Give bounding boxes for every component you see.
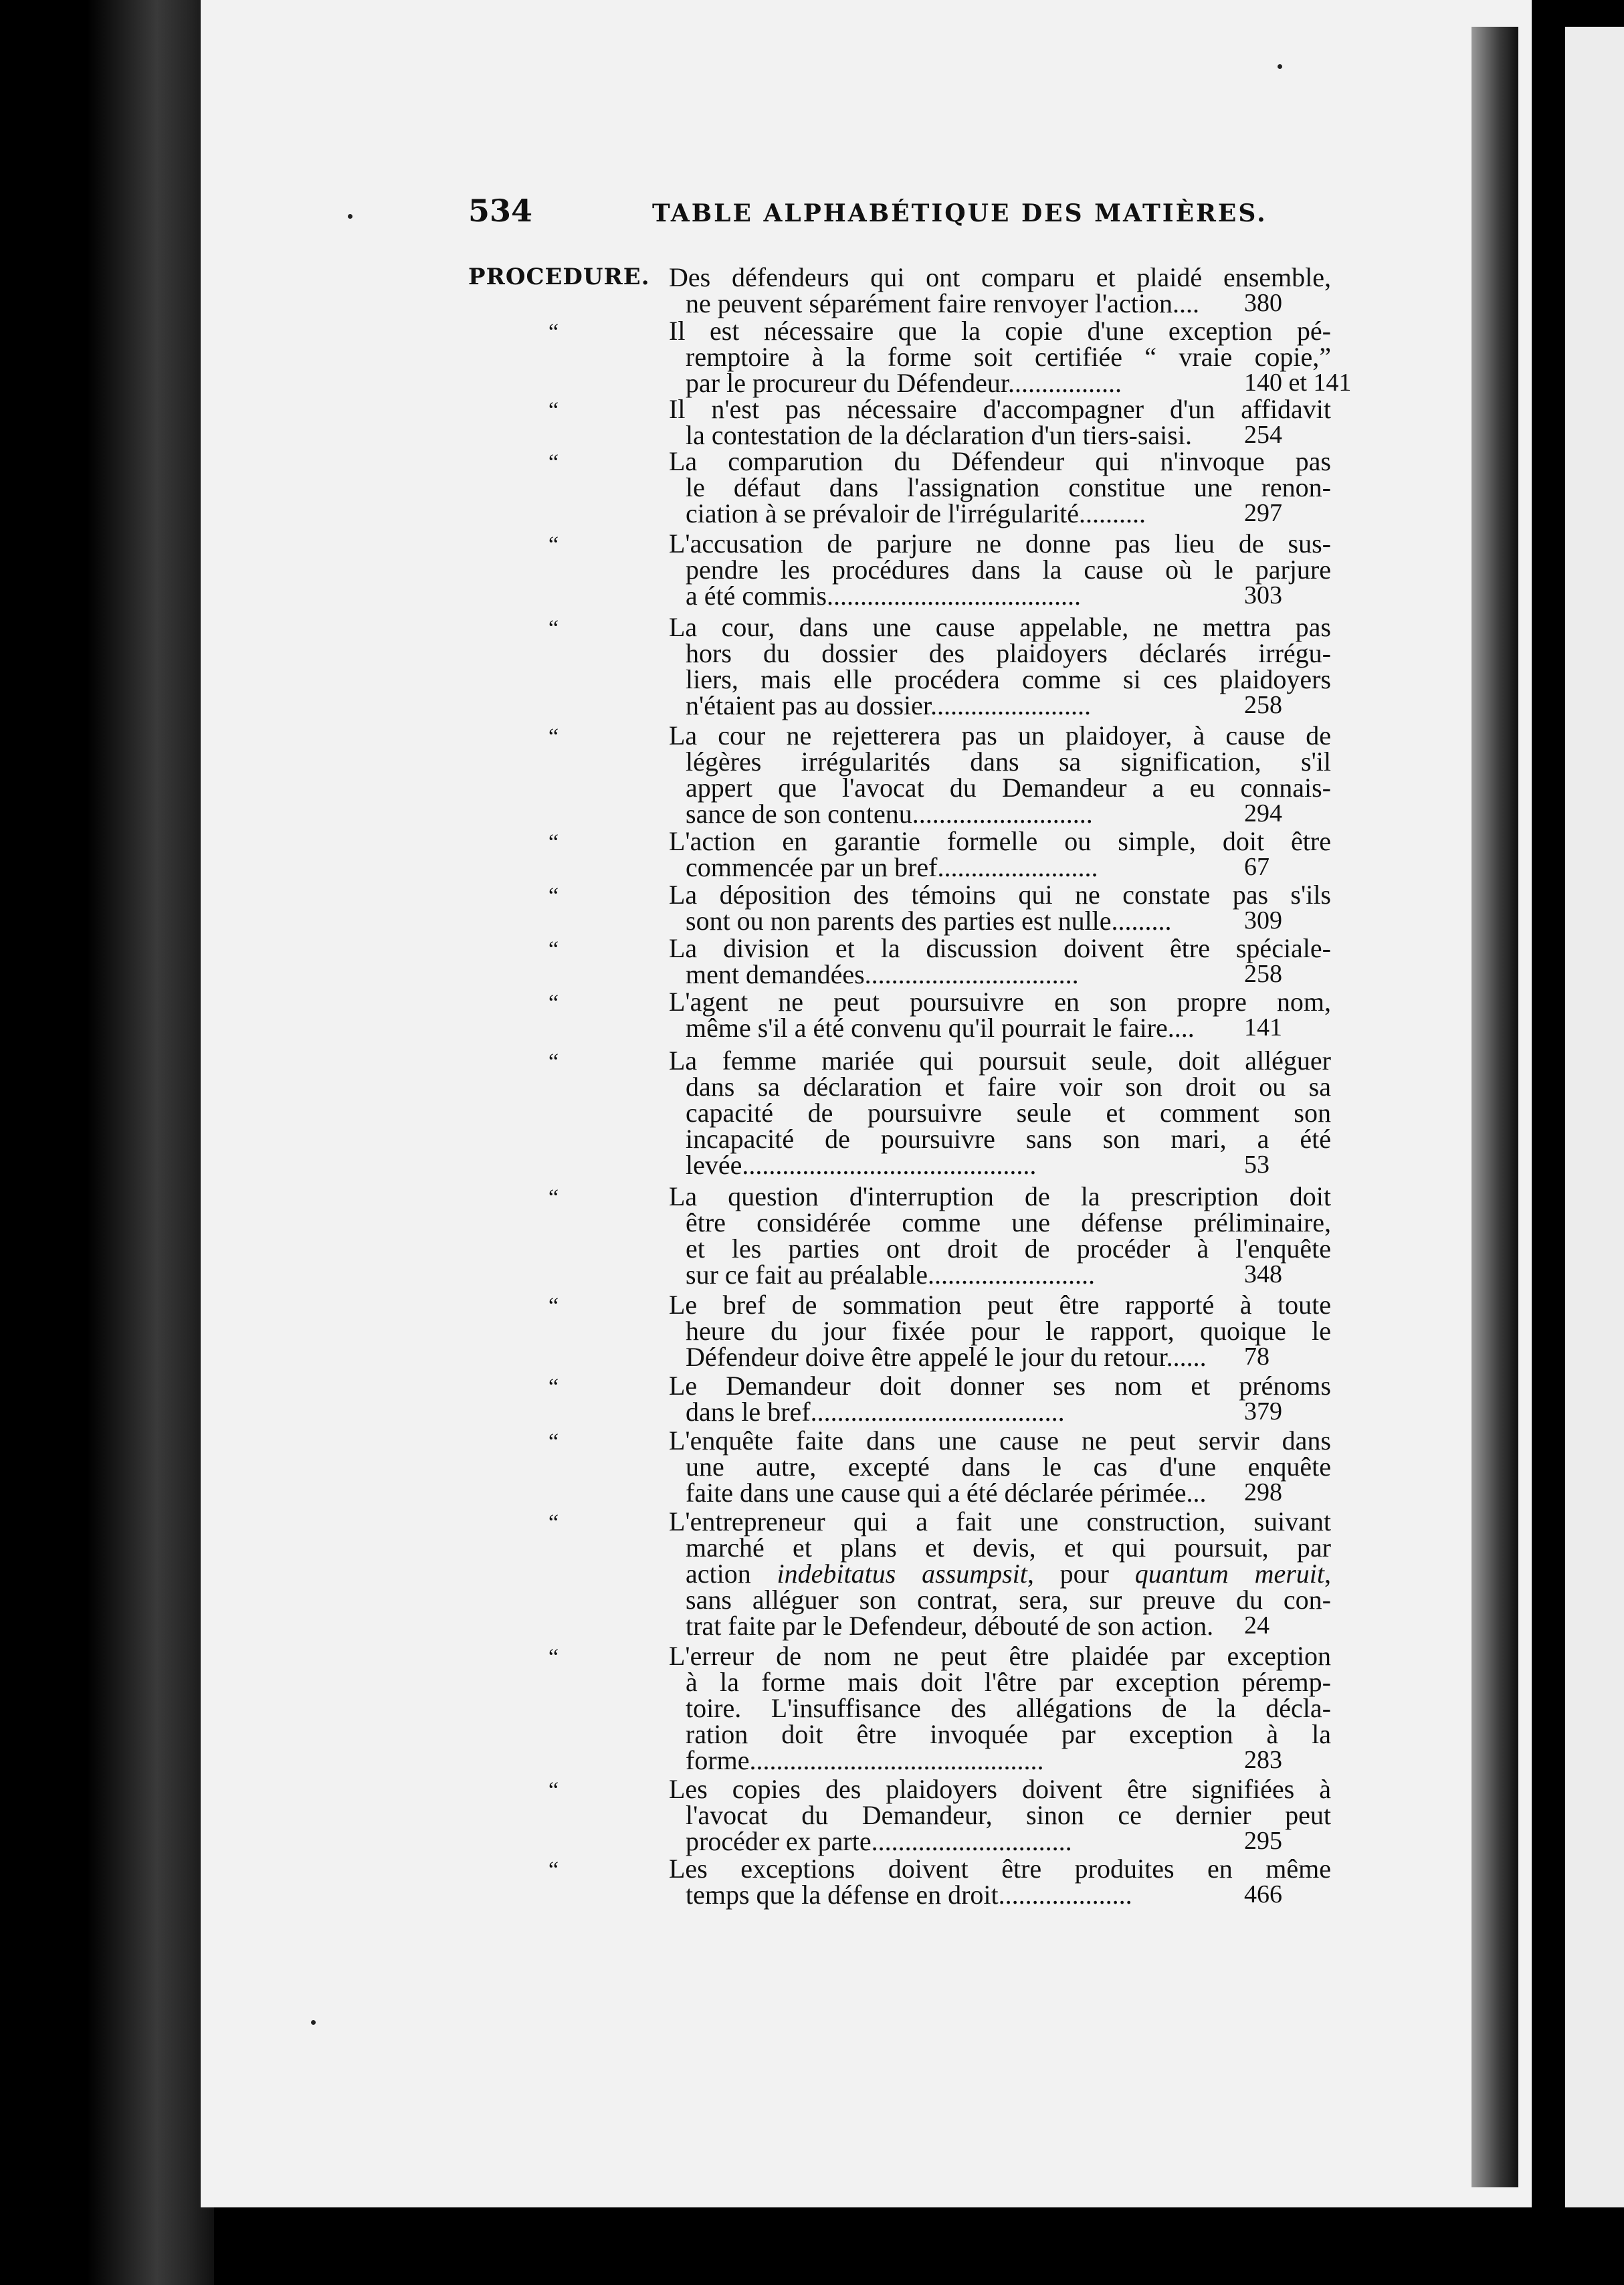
ditto-mark: “: [548, 616, 559, 641]
entry-line: La déposition des témoins qui ne constate pas s'ils: [669, 880, 1331, 910]
entry-line: L'entrepreneur qui a fait une construction, suivant: [669, 1506, 1331, 1536]
entry-line: Les exceptions doivent être produites en même: [669, 1854, 1331, 1884]
entry-line: capacité de poursuivre seule et comment son: [686, 1098, 1331, 1128]
index-entry: [468, 264, 1391, 316]
index-entry: [468, 882, 1391, 934]
ditto-mark: “: [548, 1645, 559, 1670]
entry-line: ment demandées................................ 258: [468, 961, 1331, 987]
index-entry: [468, 396, 1391, 448]
entry-line: sans alléguer son contrat, sera, sur preuve du con-: [686, 1585, 1331, 1615]
entry-line: La cour, dans une cause appelable, ne mettra pas: [669, 612, 1331, 642]
entry-line: a été commis...................................... 303: [468, 583, 1331, 609]
page-number: 534: [468, 193, 533, 229]
page-reference: 254: [1244, 421, 1282, 449]
entry-line: hors du dossier des plaidoyers déclarés irrégu-: [686, 638, 1331, 668]
entry-line: L'agent ne peut poursuivre en son propre nom,: [669, 987, 1331, 1017]
ditto-mark: “: [548, 1050, 559, 1074]
index-entries: [468, 264, 1391, 1908]
entry-line: pendre les procédures dans la cause où le parjure: [686, 555, 1331, 585]
entry-line: marché et plans et devis, et qui poursuit, par: [686, 1532, 1331, 1563]
page-reference: 379: [1244, 1397, 1282, 1425]
entry-line: même s'il a été convenu qu'il pourrait le faire.... 141: [468, 1015, 1331, 1041]
entry-line: l'avocat du Demandeur, sinon ce dernier peut: [686, 1800, 1331, 1830]
entry-line: n'étaient pas au dossier........................ 258: [468, 692, 1331, 718]
entry-line: Il n'est pas nécessaire d'accompagner d'un affidavit: [669, 394, 1331, 424]
page-reference: 297: [1244, 499, 1282, 527]
entry-line: à la forme mais doit l'être par exception péremp-: [686, 1667, 1331, 1697]
running-title: TABLE ALPHABÉTIQUE DES MATIÈRES.: [652, 199, 1267, 227]
index-entry: [468, 1183, 1391, 1288]
entry-line: procéder ex parte.............................. 295: [468, 1828, 1331, 1854]
index-entry: [468, 1508, 1391, 1639]
entry-line: La femme mariée qui poursuit seule, doit alléguer: [669, 1046, 1331, 1076]
index-entry: [468, 614, 1391, 718]
page-reference: 295: [1244, 1827, 1282, 1855]
entry-line: le défaut dans l'assignation constitue une renon-: [686, 472, 1331, 502]
ditto-mark: “: [548, 884, 559, 908]
entry-line: légères irrégularités dans sa signification, s'il: [686, 747, 1331, 777]
entry-line: Les copies des plaidoyers doivent être signifiées à: [669, 1774, 1331, 1804]
entry-line: remptoire à la forme soit certifiée “ vraie copie,”: [686, 342, 1331, 372]
page-reference: 466: [1244, 1880, 1282, 1908]
page-reference: 140 et 141: [1244, 369, 1352, 397]
entry-line: Le bref de sommation peut être rapporté à toute: [669, 1290, 1331, 1320]
entry-line: L'accusation de parjure ne donne pas lieu de sus-: [669, 528, 1331, 559]
entry-line: Des défendeurs qui ont comparu et plaidé ensemble,: [669, 262, 1331, 292]
index-entry: [468, 1048, 1391, 1178]
index-entry: [468, 318, 1391, 396]
ink-speck: [1278, 64, 1282, 69]
page-reference: 53: [1244, 1151, 1270, 1179]
entry-line: une autre, excepté dans le cas d'une enquête: [686, 1452, 1331, 1482]
facing-page-edge: [1565, 27, 1624, 2207]
page-reference: 67: [1244, 853, 1270, 881]
ditto-mark: “: [548, 1185, 559, 1210]
index-entry: [468, 828, 1391, 880]
book-spine: [87, 0, 214, 2285]
entry-line: appert que l'avocat du Demandeur a eu connais-: [686, 773, 1331, 803]
index-entry: [468, 1427, 1391, 1506]
index-entry: [468, 1373, 1391, 1425]
index-entry: [468, 448, 1391, 526]
entry-line: et les parties ont droit de procéder à l'enquête: [686, 1233, 1331, 1264]
entry-line: liers, mais elle procédera comme si ces plaidoyers: [686, 664, 1331, 694]
entry-line: dans le bref...................................... 379: [468, 1399, 1331, 1425]
ditto-mark: “: [548, 450, 559, 475]
entry-line: incapacité de poursuivre sans son mari, a été: [686, 1124, 1331, 1154]
entry-line: sance de son contenu........................... 294: [468, 801, 1331, 827]
entry-line: ciation à se prévaloir de l'irrégularité.......... 297: [468, 500, 1331, 526]
page-reference: 283: [1244, 1746, 1282, 1774]
page-reference: 380: [1244, 289, 1282, 317]
page-reference: 258: [1244, 691, 1282, 719]
entry-line: Défendeur doive être appelé le jour du retour...... 78: [468, 1344, 1331, 1370]
entry-line: ration doit être invoquée par exception à la: [686, 1719, 1331, 1749]
page-reference: 78: [1244, 1343, 1270, 1371]
ditto-mark: “: [548, 1294, 559, 1318]
section-heading: PROCEDURE.: [468, 264, 650, 290]
ditto-mark: “: [548, 1510, 559, 1535]
entry-line: L'enquête faite dans une cause ne peut servir dans: [669, 1425, 1331, 1456]
ink-speck: [311, 2020, 316, 2025]
ditto-mark: “: [548, 1375, 559, 1399]
entry-line: action indebitatus assumpsit, pour quantum meruit,: [686, 1559, 1331, 1589]
entry-line: Il est nécessaire que la copie d'une exception pé-: [669, 316, 1331, 346]
entry-line: La cour ne rejetterera pas un plaidoyer, à cause de: [669, 720, 1331, 751]
entry-line: toire. L'insuffisance des allégations de la décla-: [686, 1693, 1331, 1723]
entry-line: L'erreur de nom ne peut être plaidée par exception: [669, 1641, 1331, 1671]
index-entry: [468, 1643, 1391, 1773]
entry-line: faite dans une cause qui a été déclarée périmée... 298: [468, 1480, 1331, 1506]
entry-line: Le Demandeur doit donner ses nom et prénoms: [669, 1371, 1331, 1401]
index-entry: [468, 530, 1391, 609]
page-reference: 309: [1244, 906, 1282, 934]
entry-line: temps que la défense en droit.................... 466: [468, 1882, 1331, 1908]
ditto-mark: “: [548, 724, 559, 749]
entry-line: sont ou non parents des parties est nulle......... 309: [468, 908, 1331, 934]
index-entry: [468, 1776, 1391, 1854]
index-entry: [468, 1856, 1391, 1908]
ditto-mark: “: [548, 937, 559, 962]
entry-line: être considérée comme une défense préliminaire,: [686, 1207, 1331, 1237]
entry-line: La comparution du Défendeur qui n'invoque pas: [669, 446, 1331, 476]
entry-line: forme............................................ 283: [468, 1747, 1331, 1773]
page-reference: 258: [1244, 960, 1282, 988]
page-reference: 141: [1244, 1013, 1282, 1041]
entry-line: L'action en garantie formelle ou simple, doit être: [669, 826, 1331, 856]
ditto-mark: “: [548, 1429, 559, 1454]
entry-line: La question d'interruption de la prescription doit: [669, 1181, 1331, 1211]
page-header: [0, 193, 1624, 233]
entry-line: ne peuvent séparément faire renvoyer l'action.... 380: [468, 290, 1331, 316]
page-reference: 298: [1244, 1478, 1282, 1506]
entry-line: trat faite par le Defendeur, débouté de son action. 24: [468, 1613, 1331, 1639]
entry-line: la contestation de la déclaration d'un tiers-saisi. 254: [468, 422, 1331, 448]
index-entry: [468, 1292, 1391, 1370]
page-reference: 348: [1244, 1260, 1282, 1288]
ditto-mark: “: [548, 830, 559, 855]
entry-line: levée............................................ 53: [468, 1152, 1331, 1178]
page-reference: 24: [1244, 1611, 1270, 1640]
index-entry: [468, 722, 1391, 827]
index-entry: [468, 989, 1391, 1041]
entry-line: heure du jour fixée pour le rapport, quoique le: [686, 1316, 1331, 1346]
ditto-mark: “: [548, 1858, 559, 1882]
ditto-mark: “: [548, 1778, 559, 1803]
ditto-mark: “: [548, 398, 559, 423]
ditto-mark: “: [548, 991, 559, 1015]
entry-line: dans sa déclaration et faire voir son droit ou sa: [686, 1072, 1331, 1102]
page-gutter-shadow: [1471, 27, 1518, 2187]
entry-line: par le procureur du Défendeur................. 140 et 141: [686, 368, 1352, 398]
index-entry: [468, 935, 1391, 987]
page-reference: 294: [1244, 799, 1282, 827]
entry-line: La division et la discussion doivent être spéciale-: [669, 933, 1331, 963]
entry-line: sur ce fait au préalable......................... 348: [468, 1262, 1331, 1288]
entry-line: commencée par un bref........................ 67: [468, 854, 1331, 880]
page-reference: 303: [1244, 581, 1282, 609]
ditto-mark: “: [548, 320, 559, 344]
ditto-mark: “: [548, 532, 559, 557]
